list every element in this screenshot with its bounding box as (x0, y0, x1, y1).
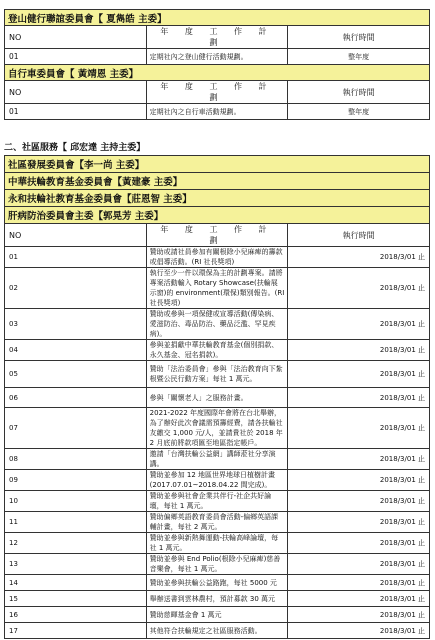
committee-band: 自行車委員會【 黃靖恩 主委】 (5, 65, 430, 81)
header-no: NO (5, 26, 147, 49)
row-desc: 贊助並參與 End Polio(根除小兒麻痺)慈善音樂會，每社 1 萬元。 (146, 554, 288, 575)
row-time: 整年度 (288, 49, 430, 65)
table-row (5, 623, 430, 639)
row-time: 2018/3/01 止 (288, 533, 430, 554)
row-no: 01 (5, 247, 147, 268)
row-desc: 其他符合扶輪規定之社區服務活動。 (146, 623, 288, 639)
row-time: 2018/3/01 止 (288, 470, 430, 491)
committee-band: 社區發展委員會【李一尚 主委】 (5, 156, 430, 173)
row-time: 2018/3/01 止 (288, 491, 430, 512)
row-no: 03 (5, 309, 147, 340)
row-no: 09 (5, 470, 147, 491)
table-row (5, 512, 430, 533)
row-no: 01 (5, 49, 147, 65)
row-no: 17 (5, 623, 147, 639)
table-row (5, 607, 430, 623)
row-desc: 贊助慈暉基金會 1 萬元 (146, 607, 288, 623)
row-time: 整年度 (288, 104, 430, 120)
header-time: 執行時間 (288, 81, 430, 104)
row-desc: 參與「關懷老人」之服務計畫。 (146, 388, 288, 408)
table-row (5, 449, 430, 470)
header-no: NO (5, 81, 147, 104)
row-time: 2018/3/01 止 (288, 607, 430, 623)
section-title: 二、社區服務【 邱宏達 主持主委】 (4, 143, 146, 153)
row-time: 2018/3/01 止 (288, 247, 430, 268)
row-desc: 贊助「法治委員會」參與「法治教育向下紮根暨公民行動方案」每社 1 萬元。 (146, 361, 288, 388)
row-desc: 參與並捐獻中華扶輪教育基金(個別捐款、永久基金、冠名捐款)。 (146, 340, 288, 361)
table-row (5, 533, 430, 554)
row-desc: 舉辦送書到雲林農村，預計募款 30 萬元 (146, 591, 288, 607)
header-time: 執行時間 (288, 224, 430, 247)
row-time: 2018/3/01 止 (288, 408, 430, 449)
row-desc: 2021-2022 年度國際年會將在台北舉辦，為了辦好此次會議需預籌經費，請各扶輪社友繳交 1,000 元/人，並請貴社於 2018 年 2 月底前將款項匯至地區指定帳戶。 (146, 408, 288, 449)
row-no: 04 (5, 340, 147, 361)
table-row (5, 408, 430, 449)
header-plan: 年 度 工 作 計 劃 (146, 81, 288, 104)
row-no: 12 (5, 533, 147, 554)
row-desc: 贊助並參加 12 地區世界地球日植樹計畫(2017.07.01~2018.04.22 間完成)。 (146, 470, 288, 491)
table-row (5, 361, 430, 388)
row-time: 2018/3/01 止 (288, 554, 430, 575)
committee-band: 永和扶輪社教育基金委員會【莊恩智 主委】 (5, 190, 430, 207)
table-row (5, 104, 430, 120)
table-row (5, 309, 430, 340)
row-desc: 執行至少一件以環保為主的計劃專案。請將專案活動輸入 Rotary Showcase(扶輪展示窗)的 environment(環保)類別報告。(RI 社長獎項) (146, 268, 288, 309)
table-row (5, 575, 430, 591)
table-row (5, 591, 430, 607)
row-no: 02 (5, 268, 147, 309)
row-time: 2018/3/01 止 (288, 575, 430, 591)
row-no: 05 (5, 361, 147, 388)
committee-band: 登山健行聯誼委員會【 夏雋皓 主委】 (5, 10, 430, 26)
row-time: 2018/3/01 止 (288, 449, 430, 470)
header-plan: 年 度 工 作 計 劃 (146, 26, 288, 49)
committee-band: 肝病防治委員會主委【郭晃芳 主委】 (5, 207, 430, 224)
row-no: 15 (5, 591, 147, 607)
row-no: 10 (5, 491, 147, 512)
row-no: 11 (5, 512, 147, 533)
row-time: 2018/3/01 止 (288, 361, 430, 388)
header-plan: 年 度 工 作 計 劃 (146, 224, 288, 247)
table-row (5, 247, 430, 268)
row-time: 2018/3/01 止 (288, 591, 430, 607)
header-no: NO (5, 224, 147, 247)
table-row (5, 49, 430, 65)
row-no: 07 (5, 408, 147, 449)
row-no: 14 (5, 575, 147, 591)
row-no: 13 (5, 554, 147, 575)
row-time: 2018/3/01 止 (288, 512, 430, 533)
mountain-hiking-committee-table (4, 9, 430, 65)
row-time: 2018/3/01 止 (288, 340, 430, 361)
row-desc: 定期社內之自行車活動規劃。 (146, 104, 288, 120)
row-time: 2018/3/01 止 (288, 623, 430, 639)
row-desc: 定期社內之登山健行活動規劃。 (146, 49, 288, 65)
row-time: 2018/3/01 止 (288, 309, 430, 340)
row-no: 06 (5, 388, 147, 408)
row-desc: 贊助或請社員參加有關根除小兒麻痺的籌款或倡導活動。(RI 社長獎項) (146, 247, 288, 268)
committee-band: 中華扶輪教育基金委員會【黃建豪 主委】 (5, 173, 430, 190)
row-desc: 贊助並參與扶輪公益路跑，每社 5000 元 (146, 575, 288, 591)
row-time: 2018/3/01 止 (288, 268, 430, 309)
table-row (5, 388, 430, 408)
table-row (5, 268, 430, 309)
community-service-table (4, 155, 430, 639)
row-desc: 贊助或參與一項保健或宣導活動(傳染病、愛滋防治、毒品防治、藥品泛濫、罕見疾病)。 (146, 309, 288, 340)
row-desc: 贊助並參與社會企業共伴行-社企共好論壇，每社 1 萬元。 (146, 491, 288, 512)
row-desc: 贊助並參與新熱舞運動-扶輪高峰論壇，每社 1 萬元。 (146, 533, 288, 554)
row-no: 16 (5, 607, 147, 623)
row-time: 2018/3/01 止 (288, 388, 430, 408)
table-row (5, 491, 430, 512)
row-no: 01 (5, 104, 147, 120)
row-desc: 贊助偏鄉英語教育委員會活動-偏鄉英語課輔計畫，每社 2 萬元。 (146, 512, 288, 533)
table-row (5, 340, 430, 361)
table-row (5, 470, 430, 491)
bicycle-committee-table (4, 64, 430, 120)
table-row (5, 554, 430, 575)
header-time: 執行時間 (288, 26, 430, 49)
row-no: 08 (5, 449, 147, 470)
row-desc: 邀請「台灣扶輪公益網」講師蒞社分享演講。 (146, 449, 288, 470)
